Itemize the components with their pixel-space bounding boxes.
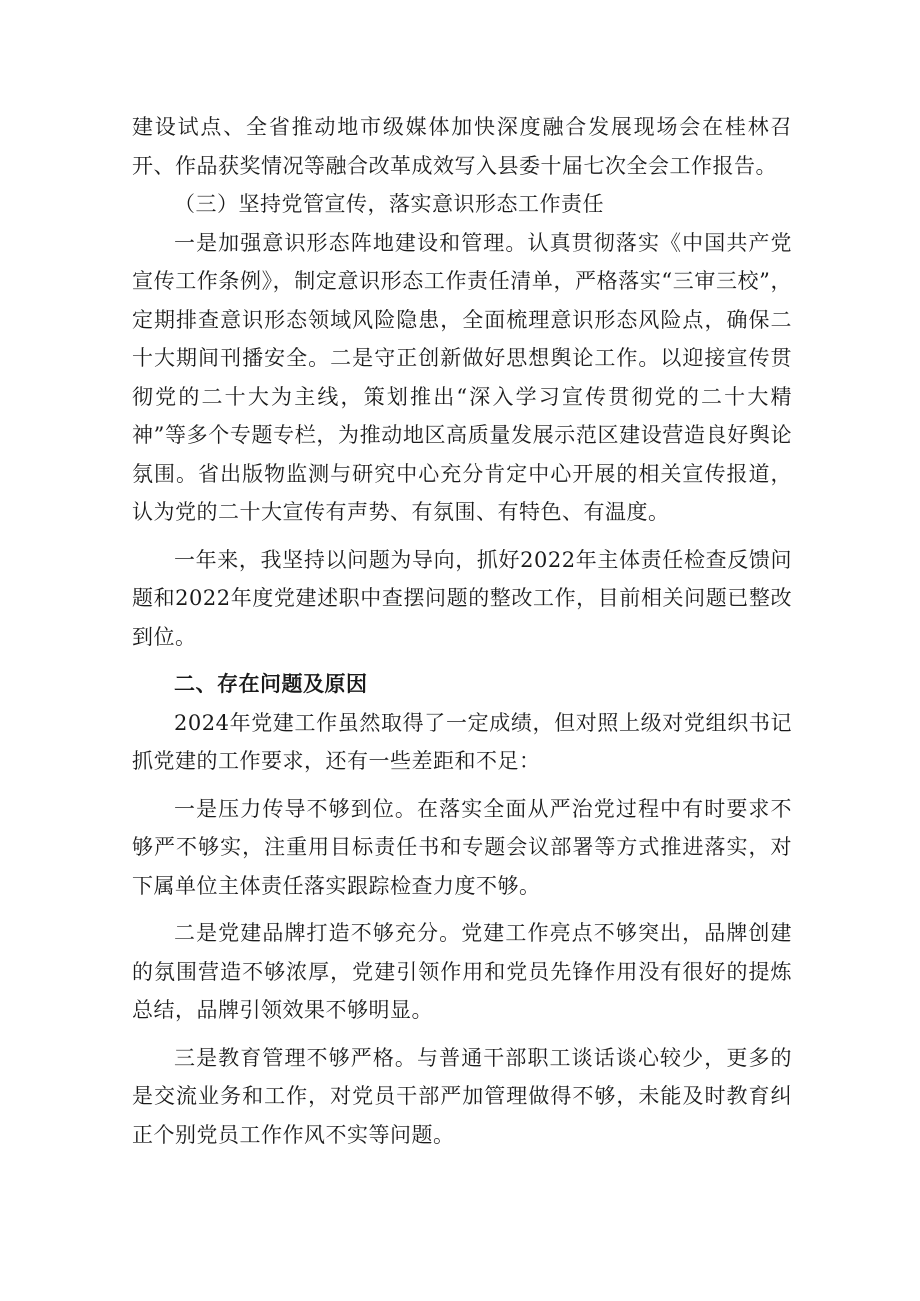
paragraph-gap: [132, 905, 792, 914]
section-3-heading: （三）坚持党管宣传，落实意识形态工作责任: [174, 192, 604, 216]
part-2-intro: 2024年党建工作虽然取得了一定成绩，但对照上级对党组织书记抓党建的工作要求，还有一些差距和不足：: [132, 710, 792, 773]
paragraph-gap: [132, 781, 792, 790]
problem-1-paragraph: 一是压力传导不够到位。在落实全面从严治党过程中有时要求不够严不够实，注重用目标责任书和专题会议部署等方式推进落实，对下属单位主体责任落实跟踪检查力度不够。: [132, 796, 792, 898]
paragraph-gap: [132, 1030, 792, 1039]
paragraph-gap: [132, 656, 792, 665]
problem-3-paragraph: 三是教育管理不够严格。与普通干部职工谈话谈心较少，更多的是交流业务和工作，对党员干部严加管理做得不够，未能及时教育纠正个别党员工作作风不实等问题。: [132, 1045, 792, 1147]
part-2-heading: 二、存在问题及原因: [174, 672, 368, 696]
rectification-paragraph: 一年来，我坚持以问题为导向，抓好2022年主体责任检查反馈问题和2022年度党建述职中查摆问题的整改工作，目前相关问题已整改到位。: [132, 547, 792, 649]
document-body: [132, 108, 792, 1154]
section-3-paragraph: 一是加强意识形态阵地建设和管理。认真贯彻落实《中国共产党宣传工作条例》，制定意识形态工作责任清单，严格落实“三审三校”，定期排查意识形态领域风险隐患，全面梳理意识形态风险点，确保二十大期间刊播安全。二是守正创新做好思想舆论工作。以迎接宣传贯彻党的二十大为主线，策划推出“深入学习宣传贯彻党的二十大精神”等多个专题专栏，为推动地区高质量发展示范区建设营造良好舆论氛围。省出版物监测与研究中心充分肯定中心开展的相关宣传报道，认为党的二十大宣传有声势、有氛围、有特色、有温度。: [132, 230, 792, 524]
problem-2-paragraph: 二是党建品牌打造不够充分。党建工作亮点不够突出，品牌创建的氛围营造不够浓厚，党建引领作用和党员先锋作用没有很好的提炼总结，品牌引领效果不够明显。: [132, 921, 792, 1022]
paragraph-gap: [132, 532, 792, 541]
continued-paragraph: 建设试点、全省推动地市级媒体加快深度融合发展现场会在桂林召开、作品获奖情况等融合改革成效写入县委十届七次全会工作报告。: [132, 115, 792, 178]
